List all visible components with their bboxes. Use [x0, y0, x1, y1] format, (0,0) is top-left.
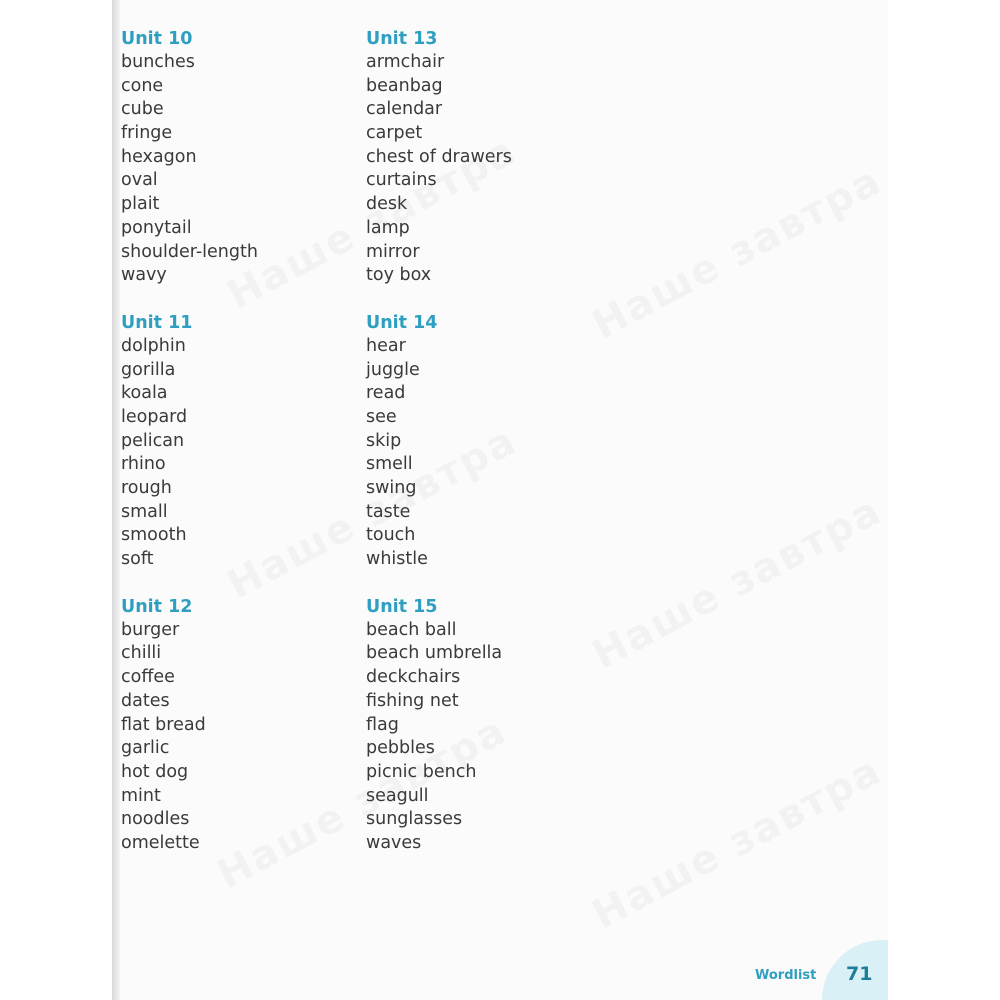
page-number: 71: [846, 963, 873, 985]
word-item: burger: [121, 619, 180, 640]
unit-title: Unit 11: [121, 312, 193, 333]
word-list: [121, 51, 361, 288]
word-item: fringe: [121, 123, 173, 144]
word-item: pebbles: [366, 738, 435, 759]
word-item: taste: [366, 501, 411, 522]
unit-title: Unit 10: [121, 29, 193, 49]
word-item: chest of drawers: [366, 146, 512, 167]
word-item: see: [366, 406, 397, 427]
word-list: [366, 51, 606, 288]
word-item: beach umbrella: [366, 643, 503, 664]
word-item: dolphin: [121, 335, 186, 356]
word-item: rhino: [121, 454, 166, 475]
word-item: pelican: [121, 430, 185, 451]
word-item: coffee: [121, 667, 175, 688]
unit-section: [121, 27, 361, 288]
word-item: lamp: [366, 217, 410, 238]
word-item: smooth: [121, 525, 187, 546]
word-item: armchair: [366, 52, 445, 72]
wordlist-page: [112, 0, 888, 1000]
word-item: chilli: [121, 643, 162, 664]
word-item: seagull: [366, 785, 429, 806]
word-item: hexagon: [121, 146, 197, 167]
right-column: [366, 27, 606, 879]
word-item: desk: [366, 194, 408, 215]
word-item: beach ball: [366, 619, 457, 640]
unit-title: Unit 14: [366, 312, 438, 333]
word-list: [121, 619, 361, 856]
word-item: cone: [121, 75, 164, 96]
word-item: juggle: [366, 359, 420, 380]
word-item: wavy: [121, 265, 167, 286]
word-list: [121, 335, 361, 572]
word-item: toy box: [366, 265, 432, 286]
word-item: calendar: [366, 99, 443, 120]
word-item: gorilla: [121, 359, 176, 380]
word-item: koala: [121, 383, 168, 404]
word-item: whistle: [366, 549, 428, 570]
word-item: touch: [366, 525, 416, 546]
word-item: read: [366, 383, 406, 404]
word-item: fishing net: [366, 690, 459, 711]
word-item: leopard: [121, 406, 188, 427]
word-item: small: [121, 501, 168, 522]
word-item: noodles: [121, 809, 190, 830]
word-item: bunches: [121, 52, 195, 72]
unit-section: [366, 595, 606, 856]
word-item: ponytail: [121, 217, 192, 238]
word-item: waves: [366, 832, 422, 853]
word-item: carpet: [366, 123, 423, 144]
unit-section: [366, 27, 606, 288]
word-item: deckchairs: [366, 667, 461, 688]
unit-section: [366, 311, 606, 572]
word-item: rough: [121, 478, 172, 498]
wordlist-columns: [121, 27, 721, 867]
word-item: mint: [121, 785, 161, 806]
word-item: sunglasses: [366, 809, 463, 830]
word-item: omelette: [121, 832, 200, 853]
word-item: swing: [366, 478, 417, 498]
word-list: [366, 335, 606, 572]
word-item: soft: [121, 549, 154, 570]
word-item: mirror: [366, 241, 420, 262]
word-item: flag: [366, 714, 399, 735]
word-item: plait: [121, 194, 160, 215]
word-item: cube: [121, 99, 164, 120]
page-gutter-shadow: [112, 0, 120, 1000]
word-item: shoulder-length: [121, 241, 258, 262]
footer-section-label: Wordlist: [755, 968, 817, 983]
word-item: flat bread: [121, 714, 206, 735]
word-item: oval: [121, 170, 158, 191]
unit-title: Unit 12: [121, 596, 193, 617]
word-item: smell: [366, 454, 413, 475]
word-item: hot dog: [121, 761, 189, 782]
unit-title: Unit 15: [366, 596, 438, 617]
word-item: picnic bench: [366, 761, 477, 782]
unit-section: [121, 595, 361, 856]
word-item: beanbag: [366, 75, 443, 96]
left-column: [121, 27, 361, 879]
word-item: dates: [121, 690, 170, 711]
word-item: garlic: [121, 738, 170, 759]
word-item: skip: [366, 430, 402, 451]
unit-title: Unit 13: [366, 29, 438, 49]
word-item: curtains: [366, 170, 437, 191]
word-list: [366, 619, 606, 856]
unit-section: [121, 311, 361, 572]
word-item: hear: [366, 335, 406, 356]
